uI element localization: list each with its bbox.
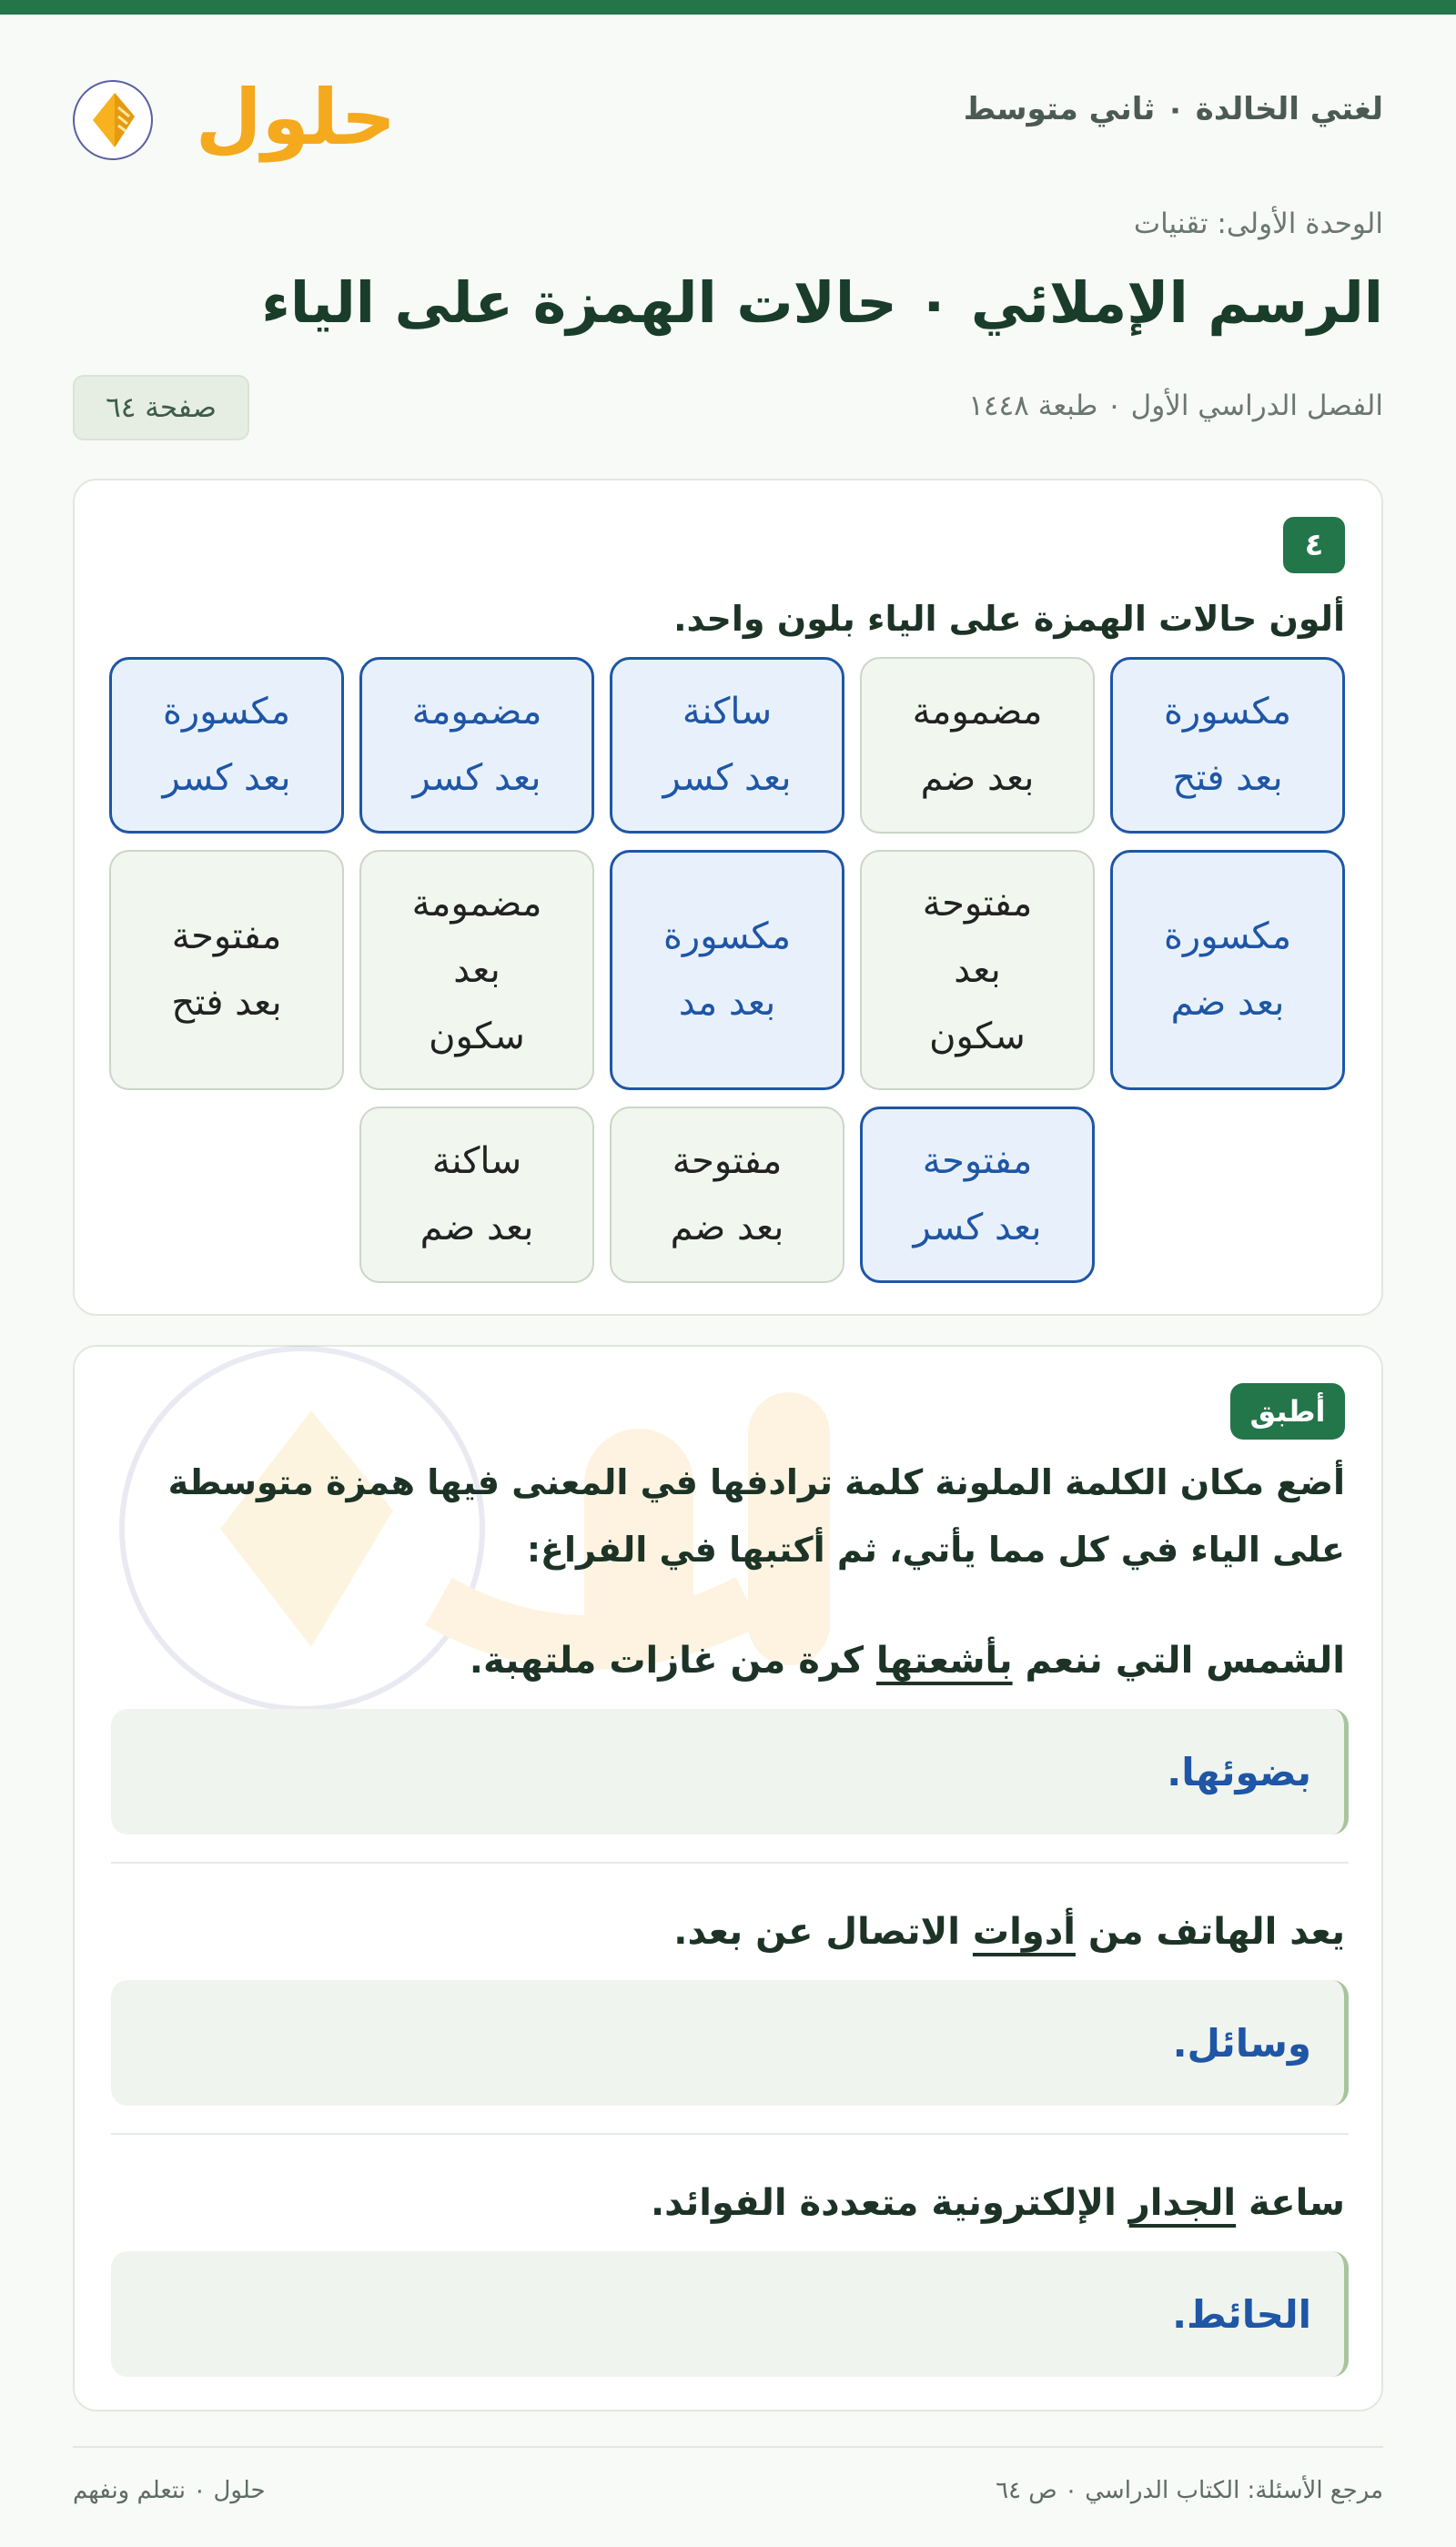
underlined-word: بأشعتها — [875, 1640, 1013, 1682]
answer-field[interactable] — [111, 1980, 1349, 2106]
answer-tile[interactable] — [359, 1107, 594, 1283]
logo-icon — [73, 64, 397, 173]
answer-tile[interactable] — [610, 850, 844, 1090]
tile-text: سكون — [929, 1015, 1026, 1057]
question-card — [73, 479, 1383, 1316]
unit-label: الوحدة الأولى: تقنيات — [1133, 207, 1383, 240]
answer-tile[interactable] — [1110, 850, 1345, 1090]
sentence-text: كرة من غازات ملتهبة. — [469, 1640, 876, 1682]
question-number-badge: ٤ — [1283, 517, 1345, 573]
answer-field[interactable] — [111, 2251, 1349, 2377]
tile-text: مكسورة — [1163, 915, 1292, 957]
tile-text: مفتوحة — [922, 1140, 1033, 1182]
top-accent-bar — [0, 0, 1456, 15]
tile-text: مفتوحة — [171, 915, 282, 957]
answer-tile[interactable] — [860, 1107, 1095, 1283]
page-header — [73, 64, 1383, 173]
tile-text: مفتوحة — [672, 1140, 783, 1182]
question-prompt: ألون حالات الهمزة على الياء بلون واحد. — [673, 599, 1345, 639]
tile-text: مكسورة — [662, 915, 792, 957]
answer-tile[interactable] — [109, 850, 344, 1090]
logo-wordmark: حلول — [195, 73, 397, 162]
sentence-text: الإلكترونية متعددة الفوائد. — [650, 2182, 1129, 2224]
tile-text: سكون — [429, 1015, 525, 1057]
answer-tile[interactable] — [860, 850, 1095, 1090]
sentence-text: الاتصال عن بعد. — [673, 1911, 973, 1953]
tile-text: بعد كسر — [913, 1207, 1042, 1248]
tile-text: بعد — [954, 948, 1001, 991]
site-logo[interactable] — [73, 64, 397, 173]
apply-card — [73, 1345, 1383, 2411]
tile-text: بعد فتح — [171, 982, 282, 1024]
item-divider — [111, 1862, 1349, 1864]
underlined-word: الجدار — [1128, 2182, 1237, 2224]
answer-tile[interactable] — [610, 1107, 844, 1283]
footer-brand: حلول ٠ نتعلم ونفهم — [73, 2477, 266, 2504]
answer-text: بضوئها. — [1167, 1749, 1311, 1794]
answer-tile[interactable] — [1110, 657, 1345, 834]
answer-text: الحائط. — [1172, 2291, 1311, 2337]
sentence-text: يعد الهاتف من — [1075, 1911, 1345, 1953]
answer-tile[interactable] — [109, 657, 344, 834]
tile-text: مضمومة — [411, 882, 542, 925]
answer-tile[interactable] — [610, 657, 844, 834]
item-divider — [111, 2133, 1349, 2135]
apply-badge: أطبق — [1230, 1383, 1345, 1440]
apply-sentence — [470, 1640, 1345, 1682]
answer-field[interactable] — [111, 1709, 1349, 1834]
tile-text: بعد كسر — [162, 757, 291, 799]
apply-sentence — [673, 1911, 1345, 1953]
answer-tile[interactable] — [359, 657, 594, 834]
tile-text: ساكنة — [682, 691, 773, 733]
tile-text: بعد مد — [678, 982, 776, 1024]
answer-tile[interactable] — [860, 657, 1095, 834]
term-label: الفصل الدراسي الأول ٠ طبعة ١٤٤٨ — [968, 389, 1383, 422]
underlined-word: أدوات — [972, 1911, 1076, 1953]
answer-text: وسائل. — [1172, 2020, 1311, 2066]
footer-reference: مرجع الأسئلة: الكتاب الدراسي ٠ ص ٦٤ — [996, 2477, 1383, 2504]
apply-sentence — [651, 2182, 1345, 2224]
tile-text: مضمومة — [912, 691, 1043, 733]
tile-text: مكسورة — [1163, 691, 1292, 733]
tile-text: بعد كسر — [662, 757, 792, 799]
footer-divider — [73, 2446, 1383, 2448]
tile-text: مضمومة — [411, 691, 542, 733]
sentence-text: الشمس التي ننعم — [1012, 1640, 1345, 1682]
tile-text: مكسورة — [162, 691, 291, 733]
tile-text: مفتوحة — [922, 882, 1033, 925]
tile-text: بعد كسر — [412, 757, 541, 799]
answer-tile[interactable] — [359, 850, 594, 1090]
page-title: الرسم الإملائي ٠ حالات الهمزة على الياء — [261, 269, 1383, 336]
apply-instruction: أضع مكان الكلمة الملونة كلمة ترادفها في المعنى فيها همزة متوسطة على الياء في كل مما يأتي، ثم أكتبها في الفراغ: — [167, 1462, 1345, 1570]
tile-text: بعد ضم — [1170, 982, 1285, 1024]
page-number-badge: صفحة ٦٤ — [73, 375, 249, 440]
tile-text: ساكنة — [431, 1140, 522, 1182]
book-title: لغتي الخالدة ٠ ثاني متوسط — [963, 91, 1383, 127]
tile-text: بعد — [453, 948, 500, 991]
tile-text: بعد ضم — [420, 1207, 534, 1248]
tile-text: بعد ضم — [670, 1207, 784, 1248]
tile-text: بعد ضم — [920, 757, 1035, 799]
tile-text: بعد فتح — [1172, 757, 1283, 799]
sentence-text: ساعة — [1236, 2182, 1345, 2224]
